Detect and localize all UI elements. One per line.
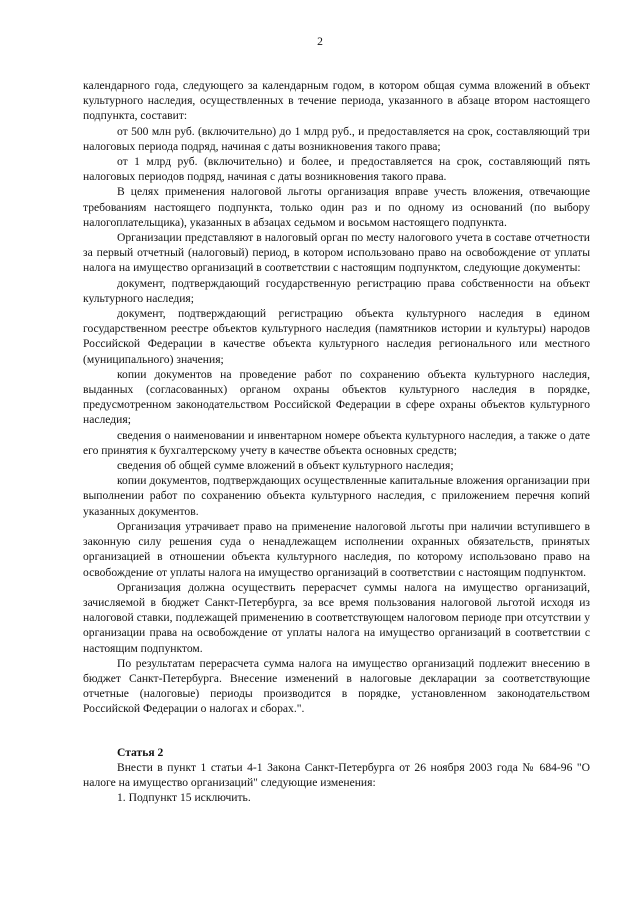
article-paragraph: Внести в пункт 1 статьи 4-1 Закона Санкт-Петербурга от 26 ноября 2003 года № 684-96 "О налоге на имущество организаций" следующие изменения: bbox=[83, 760, 590, 789]
paragraph: документ, подтверждающий государственную регистрацию права собственности на объект культурного наследия; bbox=[83, 276, 590, 305]
paragraph: от 1 млрд руб. (включительно) и более, и предоставляется на срок, составляющий пять налоговых периодов подряд, начиная с даты возникновения такого права. bbox=[83, 155, 590, 184]
paragraph: копии документов, подтверждающих осуществленные капитальные вложения организации при выполнении работ по сохранению объекта культурного наследия, с приложением перечня копий указанных документов. bbox=[83, 474, 590, 518]
paragraph: По результатам перерасчета сумма налога на имущество организаций подлежит внесению в бюджет Санкт-Петербурга. Внесение изменений в налоговые декларации за соответствующие отчетные (налоговые) периоды производится в порядке, установленном законодательством Российской Федерации о налогах и сборах.". bbox=[83, 656, 590, 716]
document-body bbox=[83, 78, 590, 805]
paragraph: Организация утрачивает право на применение налоговой льготы при наличии вступившего в законную силу решения суда о ненадлежащем исполнении охранных обязательств, принятых организацией в отношении объекта культурного наследия, по которому использовано право на освобождение от уплаты налога на имущество организаций в соответствии с настоящим подпунктом. bbox=[83, 519, 590, 579]
paragraph: Организация должна осуществить перерасчет суммы налога на имущество организаций, зачисляемой в бюджет Санкт-Петербурга, за все время пользования налоговой льготой исходя из налоговой ставки, подлежащей применению в соответствующем налоговом периоде при отсутствии у организации права на освобождение от уплаты налога на имущество организаций в соответствии с настоящим подпунктом. bbox=[83, 580, 590, 655]
article-heading: Статья 2 bbox=[117, 745, 164, 759]
article-paragraph: 1. Подпункт 15 исключить. bbox=[117, 791, 251, 805]
paragraph: сведения о наименовании и инвентарном номере объекта культурного наследия, а также о дате его принятия к бухгалтерскому учету в качестве объекта основных средств; bbox=[83, 428, 590, 457]
paragraph: В целях применения налоговой льготы организация вправе учесть вложения, отвечающие требованиям настоящего подпункта, только один раз и по одному из оснований (по выбору налогоплательщика), указанных в абзацах седьмом и восьмом настоящего подпункта. bbox=[83, 185, 590, 229]
paragraph: Организации представляют в налоговый орган по месту налогового учета в составе отчетности за первый отчетный (налоговый) период, в котором использовано право на освобождение от уплаты налога на имущество организаций в соответствии с настоящим подпунктом, следующие документы: bbox=[83, 231, 590, 275]
paragraph: от 500 млн руб. (включительно) до 1 млрд руб., и предоставляется на срок, составляющий три налоговых периода подряд, начиная с даты возникновения такого права; bbox=[83, 124, 590, 153]
paragraph: сведения об общей сумме вложений в объект культурного наследия; bbox=[117, 459, 454, 473]
paragraph: документ, подтверждающий регистрацию объекта культурного наследия в едином государственном реестре объектов культурного наследия (памятников истории и культуры) народов Российской Федерации в качестве объекта культурного наследия регионального или местного (муниципального) значения; bbox=[83, 307, 590, 366]
page-number: 2 bbox=[317, 35, 323, 48]
paragraph: календарного года, следующего за календарным годом, в котором общая сумма вложений в объект культурного наследия, осуществленных в течение периода, указанного в абзаце втором настоящего подпункта, составит: bbox=[83, 79, 590, 123]
paragraph: копии документов на проведение работ по сохранению объекта культурного наследия, выданных (согласованных) органом охраны объектов культурного наследия в порядке, предусмотренном законодательством Российской Федерации в сфере охраны объектов культурного наследия; bbox=[83, 367, 590, 427]
